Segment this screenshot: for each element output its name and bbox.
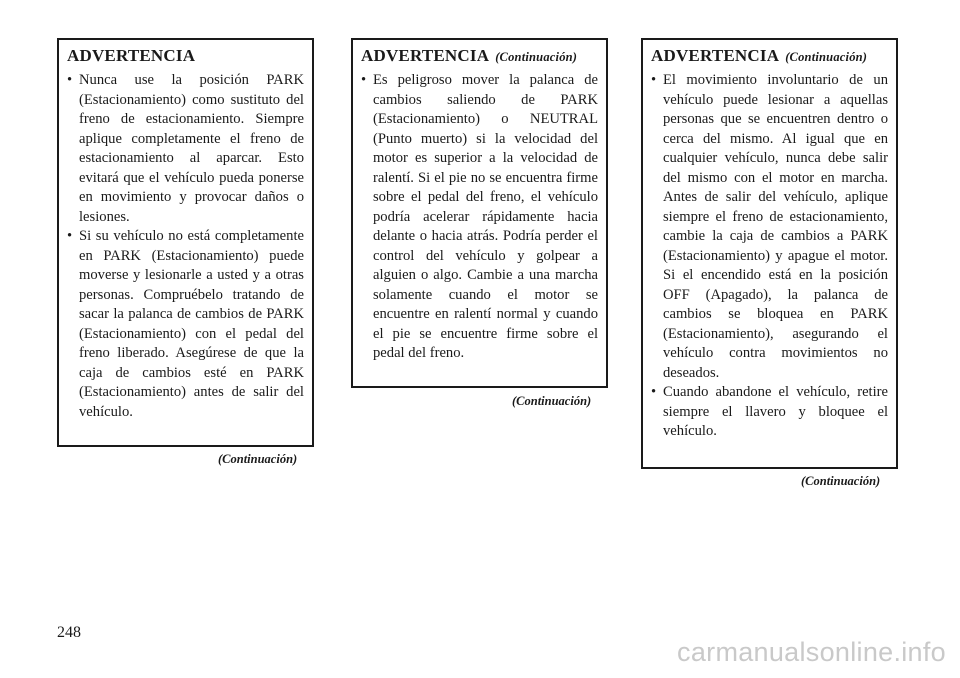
warning-title [67, 46, 304, 67]
warning-box-1 [57, 38, 314, 447]
warning-list-item: • Nunca use la posición PARK (Estacionamiento) como sustituto del freno de estacionamiento. Siempre aplique completamente el freno de estacionamiento al aparcar. Esto evitará que el vehículo pueda ponerse en movimiento y provocar daños o lesiones. [67, 71, 304, 227]
page-number: 248 [57, 624, 81, 641]
warning-title [651, 46, 888, 67]
warning-list [651, 71, 888, 442]
continuation-footer: (Continuación) [801, 474, 881, 488]
warning-title-continuation: (Continuación) [785, 50, 868, 64]
warning-title-text: ADVERTENCIA [651, 46, 780, 65]
warning-title-continuation: (Continuación) [495, 50, 578, 64]
continuation-footer: (Continuación) [512, 394, 592, 408]
warning-list [67, 71, 304, 422]
warning-list [361, 71, 598, 364]
warning-box-3 [641, 38, 898, 469]
warning-title [361, 46, 598, 67]
warning-title-text: ADVERTENCIA [67, 46, 196, 65]
warning-list-item: • El movimiento involuntario de un vehículo puede lesionar a aquellas personas que se encuentren dentro o cerca del mismo. Al igual que en cualquier vehículo, nunca debe salir del mismo con el motor en marcha. Antes de salir del vehículo, aplique siempre el freno de estacionamiento, cambie la caja de cambios a PARK (Estacionamiento) y apague el motor. Si el encendido está en la posición OFF (Apagado), la palanca de cambios se bloquea en PARK (Estacionamiento), asegurando el vehículo contra movimientos no deseados. [651, 71, 888, 383]
continuation-footer: (Continuación) [218, 452, 298, 466]
warning-list-item: • Es peligroso mover la palanca de cambios saliendo de PARK (Estacionamiento) o NEUTRAL (Punto muerto) si la velocidad del motor es superior a la velocidad de ralentí. Si el pie no se encuentra firme sobre el pedal del freno, el vehículo podría acelerar rápidamente hacia delante o hacia atrás. Podría perder el control del vehículo y golpear a alguien o algo. Cambie a una marcha solamente cuando el motor se encuentre en ralentí normal y cuando el pie se encuentre firme sobre el pedal del freno. [361, 71, 598, 364]
watermark: carmanualsonline.info [677, 637, 946, 667]
warning-title-text: ADVERTENCIA [361, 46, 490, 65]
warning-list-item: • Si su vehículo no está completamente en PARK (Estacionamiento) puede moverse y lesionarle a usted y a otras personas. Compruébelo tratando de sacar la palanca de cambios de PARK (Estacionamiento) con el pedal del freno liberado. Asegúrese de que la caja de cambios esté en PARK (Estacionamiento) antes de salir del vehículo. [67, 227, 304, 422]
warning-list-item: • Cuando abandone el vehículo, retire siempre el llavero y bloquee el vehículo. [651, 383, 888, 442]
warning-box-2 [351, 38, 608, 388]
